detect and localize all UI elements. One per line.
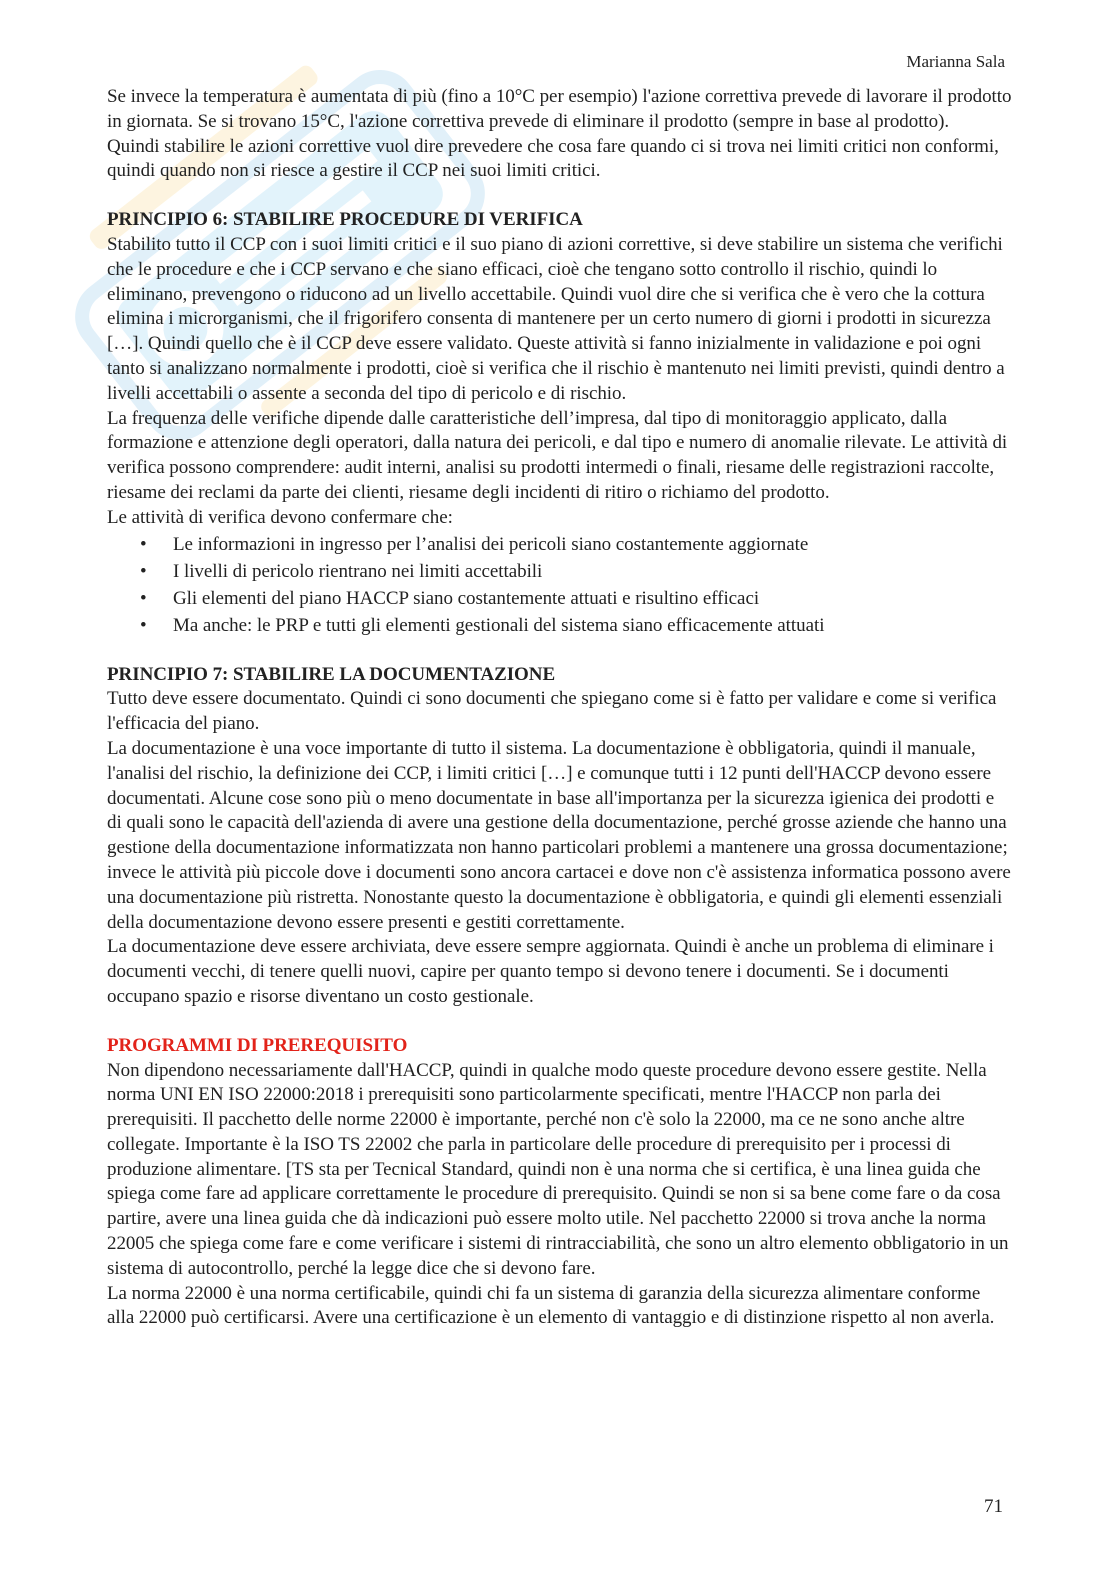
- bullet-text: Le informazioni in ingresso per l’analisi dei pericoli siano costantemente aggiornate: [173, 533, 809, 555]
- page-content: [107, 85, 1012, 1331]
- bullet-item: [107, 558, 1012, 585]
- verification-bullet-list: [107, 531, 1012, 639]
- bullet-icon: •: [140, 560, 147, 582]
- bullet-item: [107, 531, 1012, 558]
- intro-paragraph: Se invece la temperatura è aumentata di più (fino a 10°C per esempio) l'azione correttiva prevede di lavorare il prodotto in giornata. Se si trovano 15°C, l'azione correttiva prevede di eliminare il prodotto (sempre in base al prodotto).: [107, 86, 1012, 132]
- principle-7-paragraph: Tutto deve essere documentato. Quindi ci sono documenti che spiegano come si è fatto per validare e come si verifica l'efficacia del piano.: [107, 688, 997, 735]
- prerequisite-paragraph: Non dipendono necessariamente dall'HACCP, quindi in qualche modo queste procedure devono essere gestite. Nella norma UNI EN ISO 22000:2018 i prerequisiti sono particolarmente specificati, mentre l'HACCP non parla dei prerequisiti. Il pacchetto delle norme 22000 è importante, perché non c'è solo la 22000, ma ce ne sono anche altre collegate. Importante è la ISO TS 22002 che parla in particolare delle procedure di prerequisito per i processi di produzione alimentare. [TS sta per Tecnical Standard, quindi non è una norma che si certifica, è una linea guida che spiega come fare ad applicare correttamente le procedure di prerequisito. Quindi se non si sa bene come fare o da cosa partire, avere una linea guida che dà indicazioni può essere molto utile. Nel pacchetto 22000 si trova anche la norma 22005 che spiega come fare e come verificare i sistemi di rintracciabilità, che sono un altro elemento obbligatorio in un sistema di autocontrollo, perché la legge dice che si devono fare.: [107, 1059, 1009, 1279]
- principle-6-paragraph: Stabilito tutto il CCP con i suoi limiti critici e il suo piano di azioni correttive, si deve stabilire un sistema che verifichi che le procedure e che i CCP servano e che siano efficaci, cioè che tengano sotto controllo il rischio, quindi lo eliminano, prevengono o riducono ad un livello accettabile. Quindi vuol dire che si verifica che è vero che la cottura elimina i microrganismi, che il frigorifero consenta di mantenere per un certo numero di giorni i prodotti in sicurezza […]. Quindi quello che è il CCP deve essere validato. Queste attività si fanno inizialmente in validazione e poi ogni tanto si analizzano normalmente i prodotti, cioè si verifica che il rischio è mantenuto nei limiti previsti, quindi dentro a livelli accettabili o assente a seconda del tipo di pericolo e di rischio.: [107, 233, 1005, 404]
- intro-paragraph: Quindi stabilire le azioni correttive vuol dire prevedere che cosa fare quando ci si trova nei limiti critici non conformi, quindi quando non si riesce a gestire il CCP nei suoi limiti critici.: [107, 135, 999, 182]
- bullet-icon: •: [140, 533, 147, 555]
- bullet-text: I livelli di pericolo rientrano nei limiti accettabili: [173, 560, 543, 582]
- principle-7-section: [107, 663, 1012, 1010]
- bullet-item: [107, 585, 1012, 612]
- page-number: 71: [984, 1496, 1003, 1517]
- principle-7-paragraph: La documentazione è una voce importante di tutto il sistema. La documentazione è obbligatoria, quindi il manuale, l'analisi del rischio, la definizione dei CCP, i limiti critici […] e comunque tutti i 12 punti dell'HACCP devono essere documentati. Alcune cose sono più o meno documentate in base all'importanza per la sicurezza igienica dei prodotti e di quali sono le capacità dell'azienda di avere una gestione della documentazione, perché grosse aziende che hanno una gestione della documentazione informatizzata non hanno particolari problemi a mantenere una grossa documentazione; invece le attività più piccole dove i documenti sono ancora cartacei e dove non c'è assistenza informatica possono avere una documentazione più ristretta. Nonostante questo la documentazione è obbligatoria, e quindi gli elementi essenziali della documentazione devono essere presenti e gestiti correttamente.: [107, 737, 1011, 933]
- bullet-icon: •: [140, 587, 147, 609]
- principle-7-heading: PRINCIPIO 7: STABILIRE LA DOCUMENTAZIONE: [107, 663, 556, 685]
- prerequisite-paragraph: La norma 22000 è una norma certificabile, quindi chi fa un sistema di garanzia della sicurezza alimentare conforme alla 22000 può certificarsi. Avere una certificazione è un elemento di vantaggio e di distinzione rispetto al non averla.: [107, 1282, 995, 1329]
- bullet-text: Gli elementi del piano HACCP siano costantemente attuati e risultino efficaci: [173, 587, 760, 609]
- bullet-item: [107, 612, 1012, 639]
- prerequisite-heading: PROGRAMMI DI PREREQUISITO: [107, 1034, 408, 1056]
- prerequisite-section: [107, 1034, 1012, 1332]
- page-header-author: Marianna Sala: [906, 52, 1005, 71]
- principle-6-paragraph: Le attività di verifica devono confermare che:: [107, 506, 453, 528]
- bullet-icon: •: [140, 614, 147, 636]
- bullet-text: Ma anche: le PRP e tutti gli elementi gestionali del sistema siano efficacemente attuati: [173, 614, 825, 636]
- intro-section: [107, 85, 1012, 184]
- principle-6-paragraph: La frequenza delle verifiche dipende dalle caratteristiche dell’impresa, dal tipo di monitoraggio applicato, dalla formazione e attenzione degli operatori, dalla natura dei pericoli, e dal tipo e numero di anomalie rilevate. Le attività di verifica possono comprendere: audit interni, analisi su prodotti intermedi o finali, riesame delle registrazioni raccolte, riesame dei reclami da parte dei clienti, riesame degli incidenti di ritiro o richiamo del prodotto.: [107, 407, 1008, 503]
- principle-6-section: [107, 208, 1012, 638]
- principle-6-heading: PRINCIPIO 6: STABILIRE PROCEDURE DI VERIFICA: [107, 209, 583, 231]
- principle-7-paragraph: La documentazione deve essere archiviata, deve essere sempre aggiornata. Quindi è anche un problema di eliminare i documenti vecchi, di tenere quelli nuovi, capire per quanto tempo si devono tenere i documenti. Se i documenti occupano spazio e risorse diventano un costo gestionale.: [107, 936, 994, 1007]
